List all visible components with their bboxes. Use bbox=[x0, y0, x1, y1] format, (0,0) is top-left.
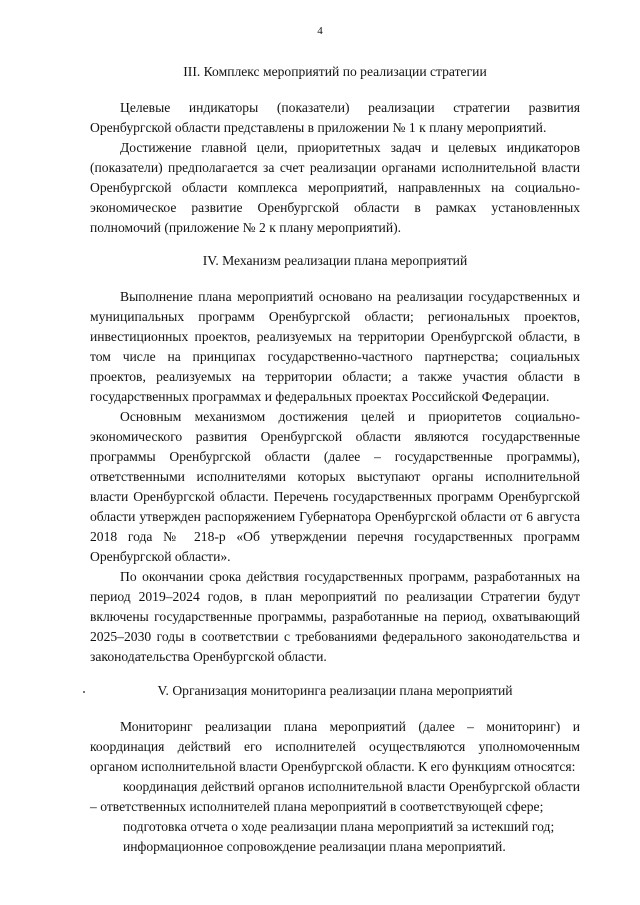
section-3-heading: III. Комплекс мероприятий по реализации стратегии bbox=[183, 64, 487, 79]
section-5-list-item-2: подготовка отчета о ходе реализации плана мероприятий за истекший год; bbox=[123, 819, 555, 834]
section-3-paragraph-1: Целевые индикаторы (показатели) реализации стратегии развития Оренбургской области представлены в приложении № 1 к плану мероприятий. bbox=[90, 100, 580, 135]
document-body bbox=[90, 62, 580, 857]
section-5-heading: V. Организация мониторинга реализации плана мероприятий bbox=[157, 683, 513, 698]
section-5-paragraph-1: Мониторинг реализации плана мероприятий (далее – мониторинг) и координация действий его исполнителей осуществляются уполномоченным органом исполнительной власти Оренбургской области. К его функциям относятся: bbox=[90, 719, 580, 774]
scan-speck bbox=[83, 691, 85, 693]
section-5-list-item-1: координация действий органов исполнительной власти Оренбургской области – ответственных исполнителей плана мероприятий в соответствующей сфере; bbox=[90, 779, 580, 814]
section-4-paragraph-1: Выполнение плана мероприятий основано на реализации государственных и муниципальных программ Оренбургской области; региональных проектов, инвестиционных проектов, реализуемых на территории Оренбургской области, в том числе на принципах государственно-частного партнерства; социальных проектов, реализуемых на территории области; а также участия области в государственных программах и федеральных проектах Российской Федерации. bbox=[90, 289, 580, 404]
section-5-list-item-3: информационное сопровождение реализации плана мероприятий. bbox=[123, 839, 506, 854]
section-4-paragraph-2: Основным механизмом достижения целей и приоритетов социально-экономического развития Оренбургской области являются государственные программы Оренбургской области (далее – государственные программы), ответственными исполнителями которых выступают органы исполнительной власти Оренбургской области. Перечень государственных программ Оренбургской области утвержден распоряжением Губернатора Оренбургской области от 6 августа 2018 года № 218-р «Об утверждении перечня государственных программ Оренбургской области». bbox=[90, 409, 580, 564]
section-3-paragraph-2: Достижение главной цели, приоритетных задач и целевых индикаторов (показатели) предполагается за счет реализации органами исполнительной власти Оренбургской области комплекса мероприятий, направленных на социально-экономическое развитие Оренбургской области в рамках установленных полномочий (приложение № 2 к плану мероприятий). bbox=[90, 140, 580, 235]
page-number: 4 bbox=[317, 25, 323, 37]
section-4-paragraph-3: По окончании срока действия государственных программ, разработанных на период 2019–2024 годов, в план мероприятий по реализации Стратегии будут включены государственные программы, разработанные на период, охватывающий 2025–2030 годы в соответствии с требованиями федерального законодательства и законодательства Оренбургской области. bbox=[90, 569, 580, 664]
section-4-heading: IV. Механизм реализации плана мероприятий bbox=[202, 253, 468, 268]
